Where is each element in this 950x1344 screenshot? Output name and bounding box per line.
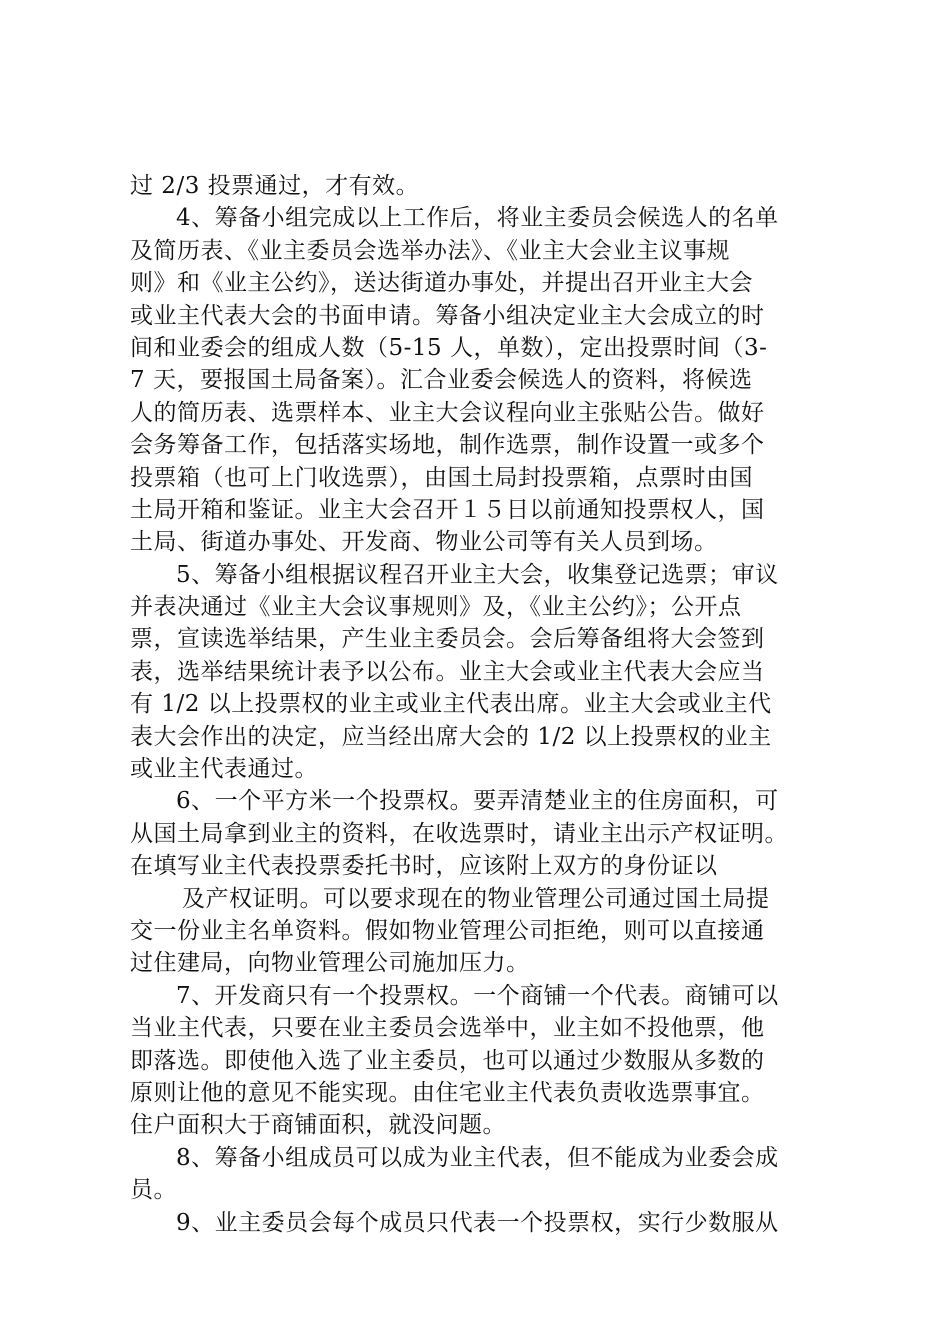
text-line-indented: 及产权证明。可以要求现在的物业管理公司通过国土局提 bbox=[182, 885, 770, 912]
text-line: 或业主代表通过。 bbox=[130, 756, 318, 783]
text-line: 表，选举结果统计表予以公布。业主大会或业主代表大会应当 bbox=[130, 658, 765, 685]
text-line: 投票箱（也可上门收选票），由国土局封投票箱，点票时由国 bbox=[130, 464, 753, 491]
text-line: 从国土局拿到业主的资料，在收选票时，请业主出示产权证明。 bbox=[130, 820, 788, 847]
paragraph-start-item-4: 4、筹备小组完成以上工作后，将业主委员会候选人的名单 bbox=[176, 205, 779, 232]
text-line: 并表决通过《业主大会议事规则》及，《业主公约》；公开点 bbox=[130, 594, 742, 621]
text-line: 交一份业主名单资料。假如物业管理公司拒绝，则可以直接通 bbox=[130, 917, 765, 944]
text-line: 人的简历表、选票样本、业主大会议程向业主张贴公告。做好 bbox=[130, 399, 765, 426]
text-line: 土局开箱和鉴证。业主大会召开１５日以前通知投票权人，国 bbox=[130, 496, 765, 523]
text-line: 7 天，要报国土局备案）。汇合业委会候选人的资料，将候选 bbox=[130, 367, 753, 394]
text-line: 土局、街道办事处、开发商、物业公司等有关人员到场。 bbox=[130, 529, 718, 556]
text-line: 票，宣读选举结果，产生业主委员会。会后筹备组将大会签到 bbox=[130, 626, 765, 653]
text-line: 有 1/2 以上投票权的业主或业主代表出席。业主大会或业主代 bbox=[130, 691, 772, 718]
text-line: 及简历表、《业主委员会选举办法》、《业主大会业主议事规 bbox=[130, 237, 730, 264]
text-line: 原则让他的意见不能实现。由住宅业主代表负责收选票事宜。 bbox=[130, 1079, 765, 1106]
paragraph-start-item-8: 8、筹备小组成员可以成为业主代表，但不能成为业委会成 bbox=[176, 1144, 779, 1171]
text-line: 过住建局，向物业管理公司施加压力。 bbox=[130, 950, 530, 977]
text-line: 间和业委会的组成人数（5-15 人，单数），定出投票时间（3- bbox=[130, 334, 768, 361]
text-line: 则》和《业主公约》，送达街道办事处，并提出召开业主大会 bbox=[130, 270, 753, 297]
text-line: 当业主代表，只要在业主委员会选举中，业主如不投他票，他 bbox=[130, 1015, 765, 1042]
document-body bbox=[130, 170, 830, 1239]
paragraph-start-item-5: 5、筹备小组根据议程召开业主大会，收集登记选票；审议 bbox=[176, 561, 779, 588]
text-line: 员。 bbox=[130, 1177, 177, 1204]
text-line: 在填写业主代表投票委托书时，应该附上双方的身份证以 bbox=[130, 853, 718, 880]
paragraph-start-item-6: 6、一个平方米一个投票权。要弄清楚业主的住房面积，可 bbox=[176, 788, 779, 815]
text-line: 或业主代表大会的书面申请。筹备小组决定业主大会成立的时 bbox=[130, 302, 765, 329]
text-line: 住户面积大于商铺面积，就没问题。 bbox=[130, 1112, 506, 1139]
text-line: 表大会作出的决定，应当经出席大会的 1/2 以上投票权的业主 bbox=[130, 723, 772, 750]
paragraph-start-item-9: 9、业主委员会每个成员只代表一个投票权，实行少数服从 bbox=[176, 1209, 779, 1236]
text-line: 会务筹备工作，包括落实场地，制作选票，制作设置一或多个 bbox=[130, 432, 765, 459]
text-line: 过 2/3 投票通过，才有效。 bbox=[130, 173, 420, 199]
paragraph-start-item-7: 7、开发商只有一个投票权。一个商铺一个代表。商铺可以 bbox=[176, 982, 779, 1009]
text-line: 即落选。即使他入选了业主委员，也可以通过少数服从多数的 bbox=[130, 1047, 765, 1074]
